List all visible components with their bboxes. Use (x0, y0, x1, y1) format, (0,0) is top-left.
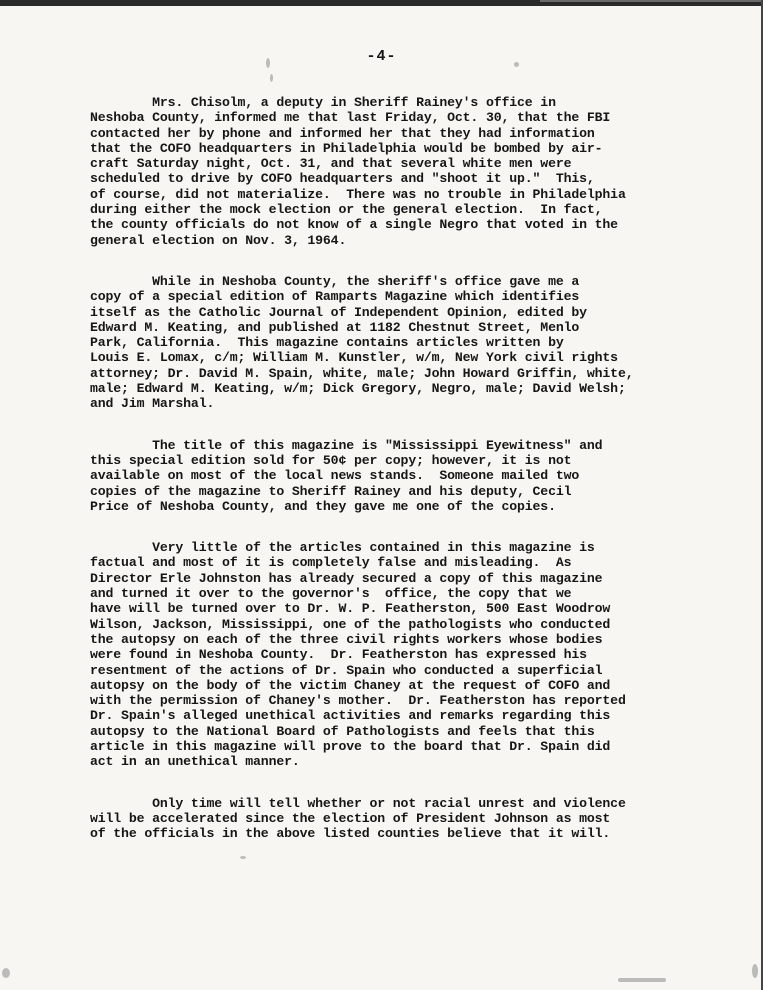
paragraph-magazine-title: The title of this magazine is "Mississippi Eyewitness" and this special edition sold for 50¢ per copy; however, it is not available on most of the local news stands. Someone mailed two copies of the magazine to Sheriff Rainey and his deputy, Cecil Price of Neshoba County, and they gave me one of the copies. (90, 437, 603, 514)
scan-speck (618, 978, 666, 982)
scan-speck (752, 964, 758, 978)
scan-speck (514, 62, 519, 67)
top-scan-border-faint (540, 0, 763, 2)
paragraph-ramparts-magazine: While in Neshoba County, the sheriff's office gave me a copy of a special edition of Ramparts Magazine which identifies itself as the Catholic Journal of Independent Opinion, edited by Edward M. Keating, and published at 1182 Chestnut Street, Menlo Park, California. This magazine contains articles written by Louis E. Lomax, c/m; William M. Kunstler, w/m, New York civil rights attorney; Dr. David M. Spain, white, male; John Howard Griffin, white, male; Edward M. Keating, w/m; Dick Gregory, Negro, male; David Welsh; and Jim Marshal. (90, 273, 634, 412)
scan-speck (270, 74, 273, 82)
page-number: -4- (366, 48, 397, 65)
paragraph-chisolm-report: Mrs. Chisolm, a deputy in Sheriff Rainey's office in Neshoba County, informed me that last Friday, Oct. 30, that the FBI contacted her by phone and informed her that they had information that the COFO headquarters in Philadelphia would be bombed by air- craft Saturday night, Oct. 31, and that several white men were scheduled to drive by COFO headquarters and "shoot it up." This, of course, did not materialize. There was no trouble in Philadelphia during either the mock election or the general election. In fact, the county officials do not know of a single Negro that voted in the general election on Nov. 3, 1964. (90, 95, 626, 248)
scan-speck (266, 58, 270, 68)
scan-speck (2, 968, 10, 978)
scan-speck (240, 856, 246, 859)
paragraph-featherston: Very little of the articles contained in this magazine is factual and most of it is completely false and misleading. As Director Erle Johnston has already secured a copy of this magazine and turned it over to the governor's office, the copy that we have will be turned over to Dr. W. P. Featherston, 500 East Woodrow Wilson, Jackson, Mississippi, one of the pathologists who conducted the autopsy on each of the three civil rights workers whose bodies were found in Neshoba County. Dr. Featherston has expressed his resentment of the actions of Dr. Spain who conducted a superficial autopsy on the body of the victim Chaney at the request of COFO and with the permission of Chaney's mother. Dr. Featherston has reported Dr. Spain's alleged unethical activities and remarks regarding this autopsy to the National Board of Pathologists and feels that this article in this magazine will prove to the board that Dr. Spain did act in an unethical manner. (90, 540, 626, 770)
document-body (90, 95, 720, 867)
paragraph-conclusion: Only time will tell whether or not racial unrest and violence will be accelerated since the election of President Johnson as most of the officials in the above listed counties believe that it will. (90, 795, 626, 842)
